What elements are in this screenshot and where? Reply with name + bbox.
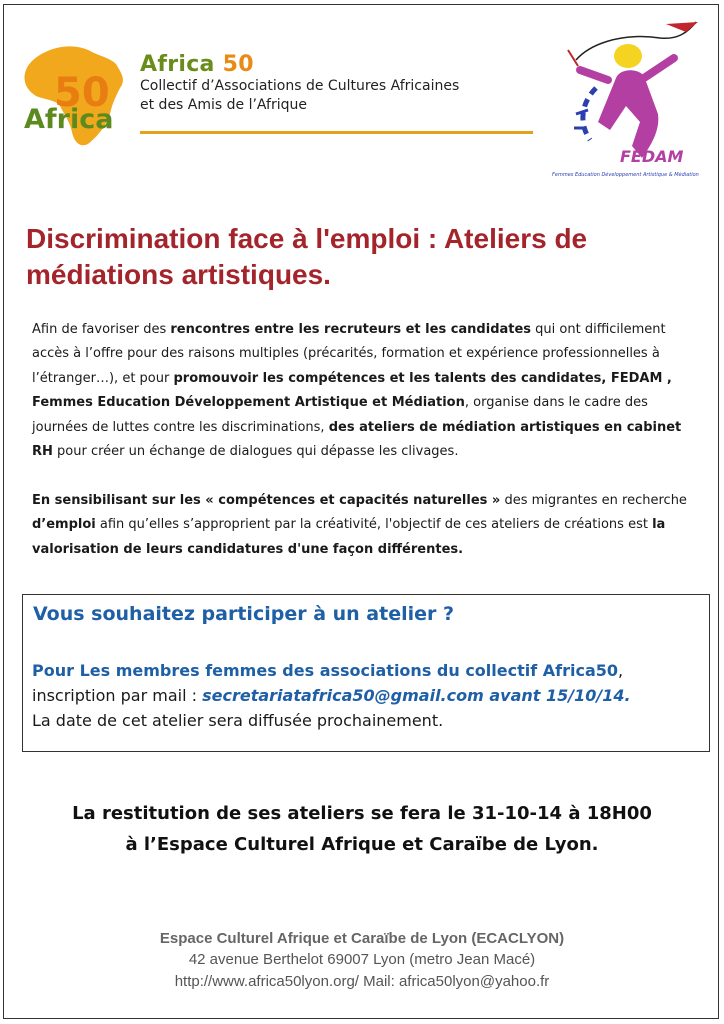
svg-text:50: 50 [54,70,110,116]
brand-name: Africa 50 [140,52,254,77]
restitution-line-1: La restitution de ses ateliers se fera le 31-10-14 à 18H00 [72,803,652,824]
brand-divider [140,131,533,134]
svg-text:Femmes Education Développement: Femmes Education Développement Artistique & Médiation [552,172,699,178]
fedam-logo [548,18,708,186]
objective-paragraph: En sensibilisant sur les « compétences et capacités naturelles » des migrantes en recherche d’emploi afin qu’elles s’approprient par la créativité, l'objectif de ces ateliers de créations est la valorisation de leurs candidatures d'une façon différentes. [32,493,687,557]
intro-paragraph: Afin de favoriser des rencontres entre les recruteurs et les candidates qui ont difficilement accès à l’offre pour des raisons multiples (précarités, formation et expérience professionnelles à l’étranger…), et pour promouvoir les compétences et les talents des candidates, FEDAM , Femmes Education Développement Artistique et Médiation, organise dans le cadre des journées de luttes contre les discriminations, des ateliers de médiation artistiques en cabinet RH pour créer un échange de dialogues qui dépasse les clivages. [32,322,682,460]
members-line: Pour Les membres femmes des associations du collectif Africa50, [32,661,624,680]
restitution-line-2: à l’Espace Culturel Afrique et Caraïbe de Lyon. [125,834,599,855]
svg-text:FEDAM: FEDAM [620,147,684,166]
page-title: Discrimination face à l'emploi : Ateliers de médiations artistiques. [26,223,588,290]
participation-question: Vous souhaitez participer à un atelier ? [33,603,455,625]
footer-address: 42 avenue Berthelot 69007 Lyon (metro Jean Macé) [188,951,536,968]
footer-venue: Espace Culturel Afrique et Caraïbe de Lyon (ECACLYON) [159,930,565,947]
footer-contact[interactable]: http://www.africa50lyon.org/ Mail: africa50lyon@yahoo.fr [174,973,550,990]
inscription-line: inscription par mail : secretariatafrica50@gmail.com avant 15/10/14. [32,686,631,705]
brand-tagline-2: et des Amis de l’Afrique [140,97,307,113]
date-note: La date de cet atelier sera diffusée prochainement. [32,711,444,730]
brand-tagline-1: Collectif d’Associations de Cultures Africaines [140,78,460,94]
svg-text:Africa: Africa [24,104,114,135]
participation-box [22,594,710,752]
email-link[interactable]: secretariatafrica50@gmail.com avant 15/10/14. [202,686,631,705]
africa50-logo [20,44,130,148]
brand-block [140,52,459,115]
